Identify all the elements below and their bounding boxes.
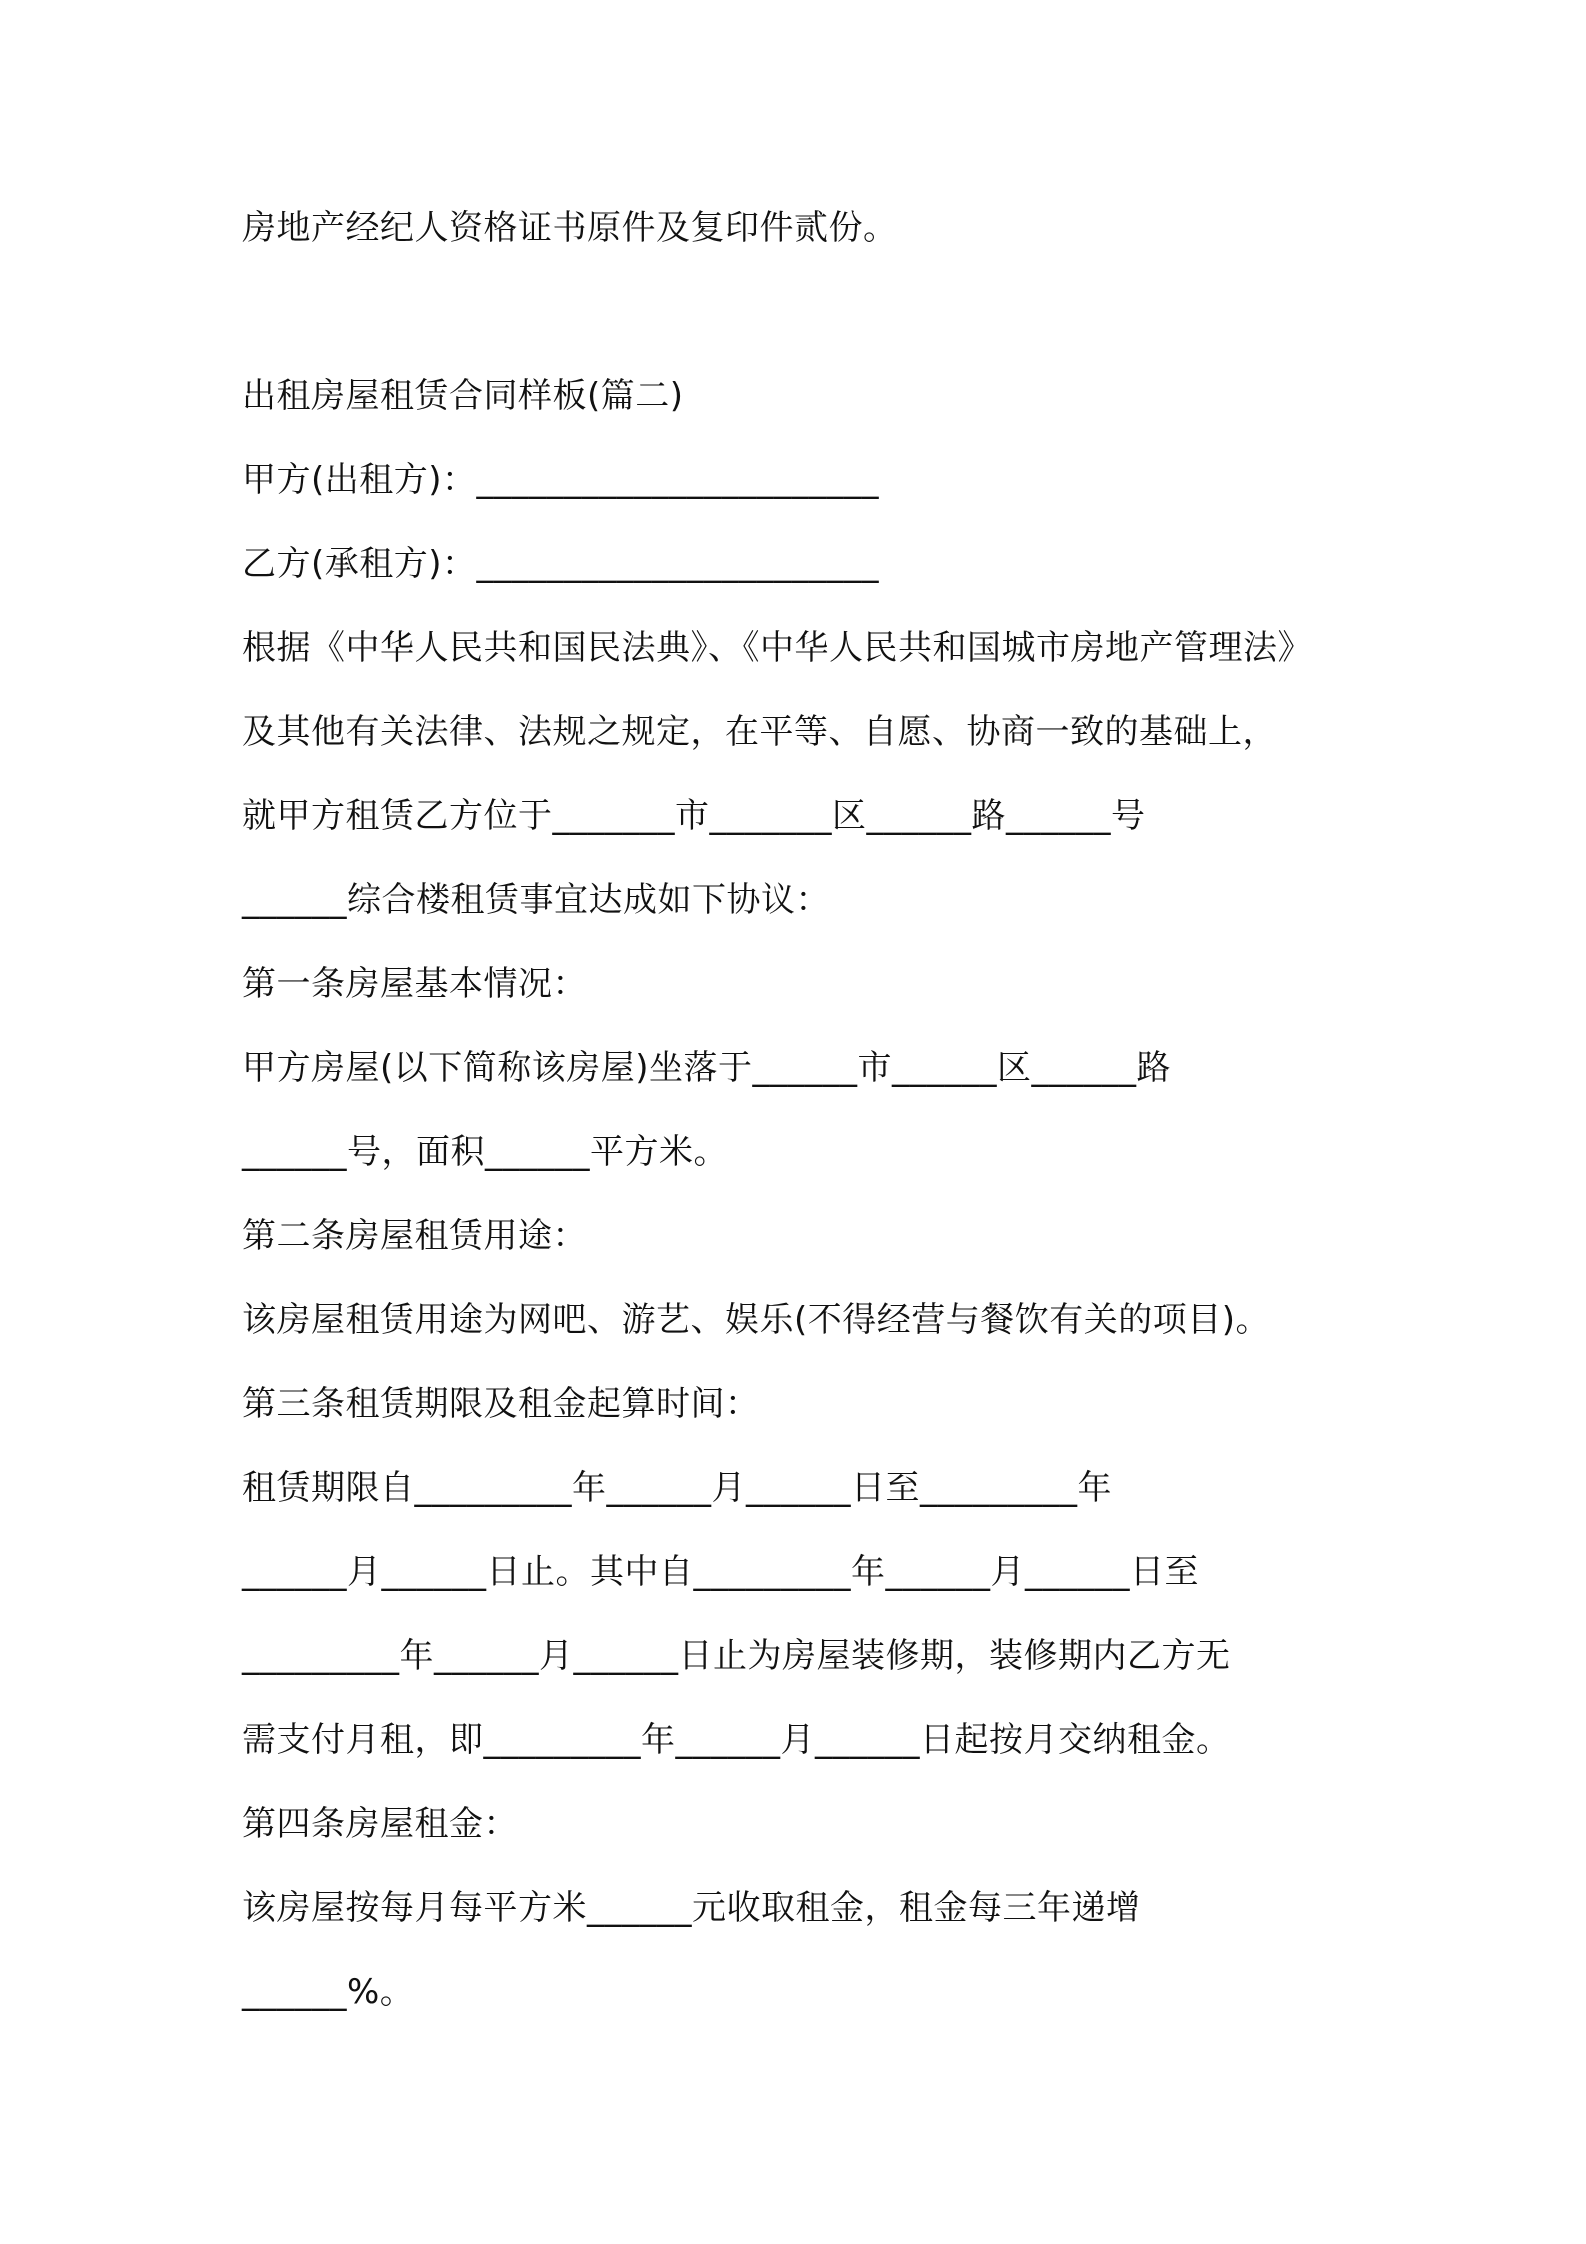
article-3-line-3: _________年______月______日止为房屋装修期，装修期内乙方无	[242, 1636, 1231, 1676]
article-1-heading: 第一条房屋基本情况：	[242, 964, 587, 1004]
article-4-line-2: ______%。	[242, 1972, 415, 2012]
article-3-line-1: 租赁期限自_________年______月______日至_________年	[242, 1468, 1112, 1508]
preamble-line-1: 根据《中华人民共和国民法典》、《中华人民共和国城市房地产管理法》	[242, 628, 1312, 668]
party-a-line: 甲方(出租方)：_______________________	[242, 460, 880, 500]
article-1-line-2: ______号，面积______平方米。	[242, 1132, 728, 1172]
article-2-heading: 第二条房屋租赁用途：	[242, 1216, 587, 1256]
text-line-certificate-copies: 房地产经纪人资格证书原件及复印件贰份。	[242, 208, 898, 248]
party-b-line: 乙方(承租方)：_______________________	[242, 544, 880, 584]
preamble-line-2: 及其他有关法律、法规之规定，在平等、自愿、协商一致的基础上，	[242, 712, 1277, 752]
article-4-line-1: 该房屋按每月每平方米______元收取租金，租金每三年递增	[242, 1888, 1141, 1928]
article-3-heading: 第三条租赁期限及租金起算时间：	[242, 1384, 760, 1424]
article-2-line-1: 该房屋租赁用途为网吧、游艺、娱乐(不得经营与餐饮有关的项目)。	[242, 1300, 1271, 1340]
article-3-line-4: 需支付月租，即_________年______月______日起按月交纳租金。	[242, 1720, 1231, 1760]
section-title: 出租房屋租赁合同样板(篇二)	[242, 376, 684, 416]
preamble-line-3: 就甲方租赁乙方位于_______市_______区______路______号	[242, 796, 1146, 836]
article-4-heading: 第四条房屋租金：	[242, 1804, 518, 1844]
article-1-line-1: 甲方房屋(以下简称该房屋)坐落于______市______区______路	[242, 1048, 1172, 1088]
preamble-line-4: ______综合楼租赁事宜达成如下协议：	[242, 880, 830, 920]
article-3-line-2: ______月______日止。其中自_________年______月______日至	[242, 1552, 1199, 1592]
